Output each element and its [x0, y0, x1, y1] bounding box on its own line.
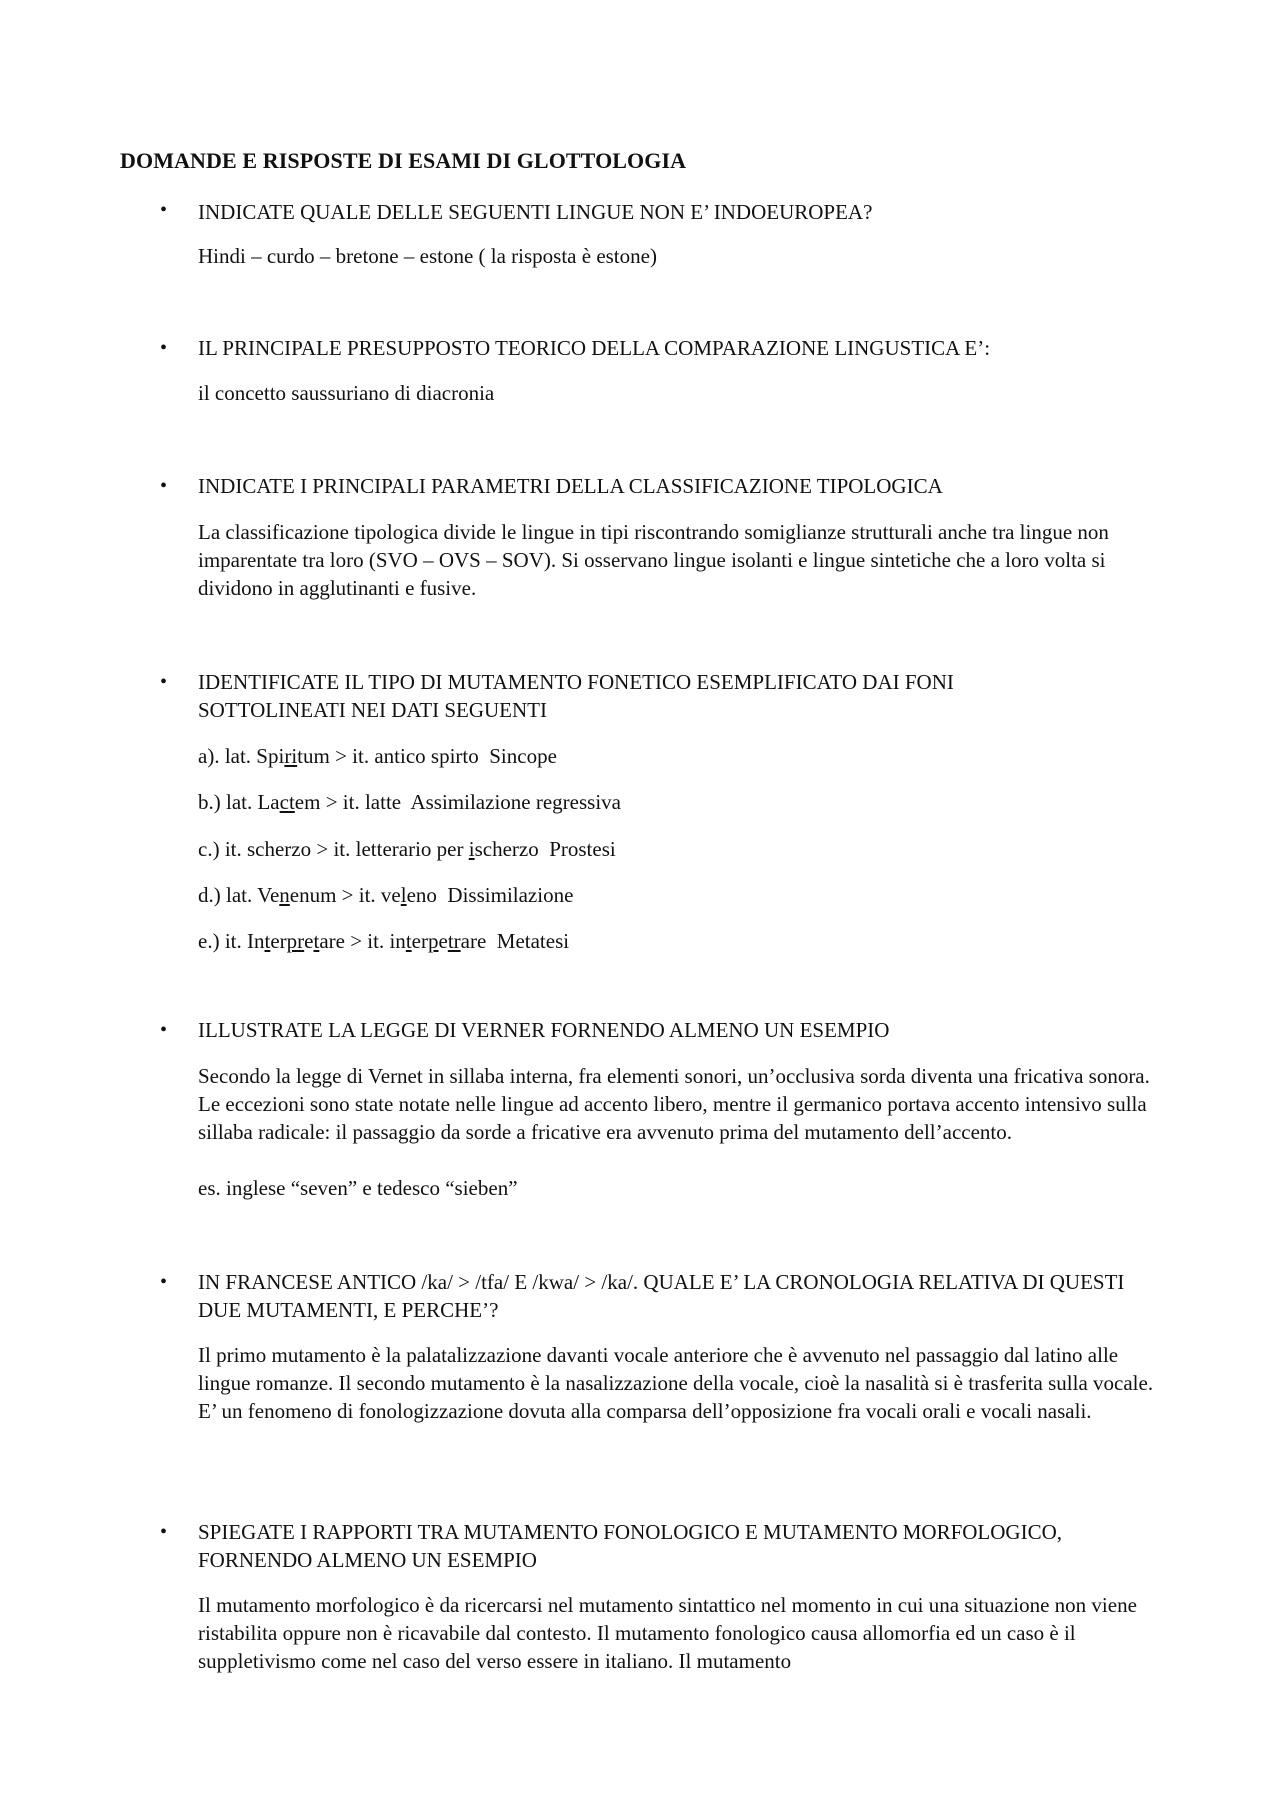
- answer-2: il concetto saussuriano di diacronia: [198, 381, 495, 405]
- bullet-marker: •: [160, 337, 168, 359]
- question-3: INDICATE I PRINCIPALI PARAMETRI DELLA CLASSIFICAZIONE TIPOLOGICA: [198, 474, 943, 498]
- bullet-marker: •: [160, 475, 168, 497]
- example-c: c.) it. scherzo > it. letterario per ischerzo Prostesi: [198, 837, 616, 861]
- document-title: DOMANDE E RISPOSTE DI ESAMI DI GLOTTOLOGIA: [120, 148, 687, 173]
- bullet-marker: •: [160, 1521, 168, 1543]
- answer-5: Secondo la legge di Vernet in sillaba interna, fra elementi sonori, un’occlusiva sorda diventa una fricativa sonora. Le eccezioni sono state notate nelle lingue ad accento libero, mentre il germanico portava accento intensivo sulla sillaba radicale: il passaggio da sorde a fricative era avvenuto prima del mutamento dell’accento.: [198, 1064, 1150, 1144]
- bullet-marker: •: [160, 199, 168, 221]
- bullet-marker: •: [160, 671, 168, 693]
- question-4: IDENTIFICATE IL TIPO DI MUTAMENTO FONETICO ESEMPLIFICATO DAI FONI SOTTOLINEATI NEI DATI SEGUENTI: [198, 670, 954, 722]
- answer-5-example: es. inglese “seven” e tedesco “sieben”: [198, 1176, 518, 1200]
- question-1: INDICATE QUALE DELLE SEGUENTI LINGUE NON E’ INDOEUROPEA?: [198, 200, 873, 224]
- example-d: d.) lat. Venenum > it. veleno Dissimilazione: [198, 883, 574, 907]
- answer-3: La classificazione tipologica divide le lingue in tipi riscontrando somiglianze strutturali anche tra lingue non imparentate tra loro (SVO – OVS – SOV). Si osservano lingue isolanti e lingue sintetiche che a loro volta si dividono in agglutinanti e fusive.: [198, 520, 1109, 600]
- example-a: a). lat. Spiritum > it. antico spirto Sincope: [198, 744, 557, 768]
- question-6: IN FRANCESE ANTICO /ka/ > /tfa/ E /kwa/ > /ka/. QUALE E’ LA CRONOLOGIA RELATIVA DI QUESTI DUE MUTAMENTI, E PERCHE’?: [198, 1270, 1125, 1322]
- bullet-marker: •: [160, 1271, 168, 1293]
- question-2: IL PRINCIPALE PRESUPPOSTO TEORICO DELLA COMPARAZIONE LINGUSTICA E’:: [198, 336, 991, 360]
- bullet-marker: •: [160, 1019, 168, 1041]
- question-5: ILLUSTRATE LA LEGGE DI VERNER FORNENDO ALMENO UN ESEMPIO: [198, 1018, 890, 1042]
- example-b: b.) lat. Lactem > it. latte Assimilazione regressiva: [198, 790, 621, 814]
- answer-6: Il primo mutamento è la palatalizzazione davanti vocale anteriore che è avvenuto nel passaggio dal latino alle lingue romanze. Il secondo mutamento è la nasalizzazione della vocale, cioè la nasalità si è trasferita sulla vocale. E’ un fenomeno di fonologizzazione dovuta alla comparsa dell’opposizione fra vocali orali e vocali nasali.: [198, 1343, 1154, 1423]
- example-e: e.) it. Interpretare > it. interpetrare Metatesi: [198, 929, 570, 953]
- question-7: SPIEGATE I RAPPORTI TRA MUTAMENTO FONOLOGICO E MUTAMENTO MORFOLOGICO, FORNENDO ALMENO UN ESEMPIO: [198, 1520, 1063, 1572]
- answer-1: Hindi – curdo – bretone – estone ( la risposta è estone): [198, 244, 657, 268]
- answer-7: Il mutamento morfologico è da ricercarsi nel mutamento sintattico nel momento in cui una situazione non viene ristabilita oppure non è ricavabile dal contesto. Il mutamento fonologico causa allomorfia ed un caso è il suppletivismo come nel caso del verso essere in italiano. Il mutamento: [198, 1593, 1137, 1673]
